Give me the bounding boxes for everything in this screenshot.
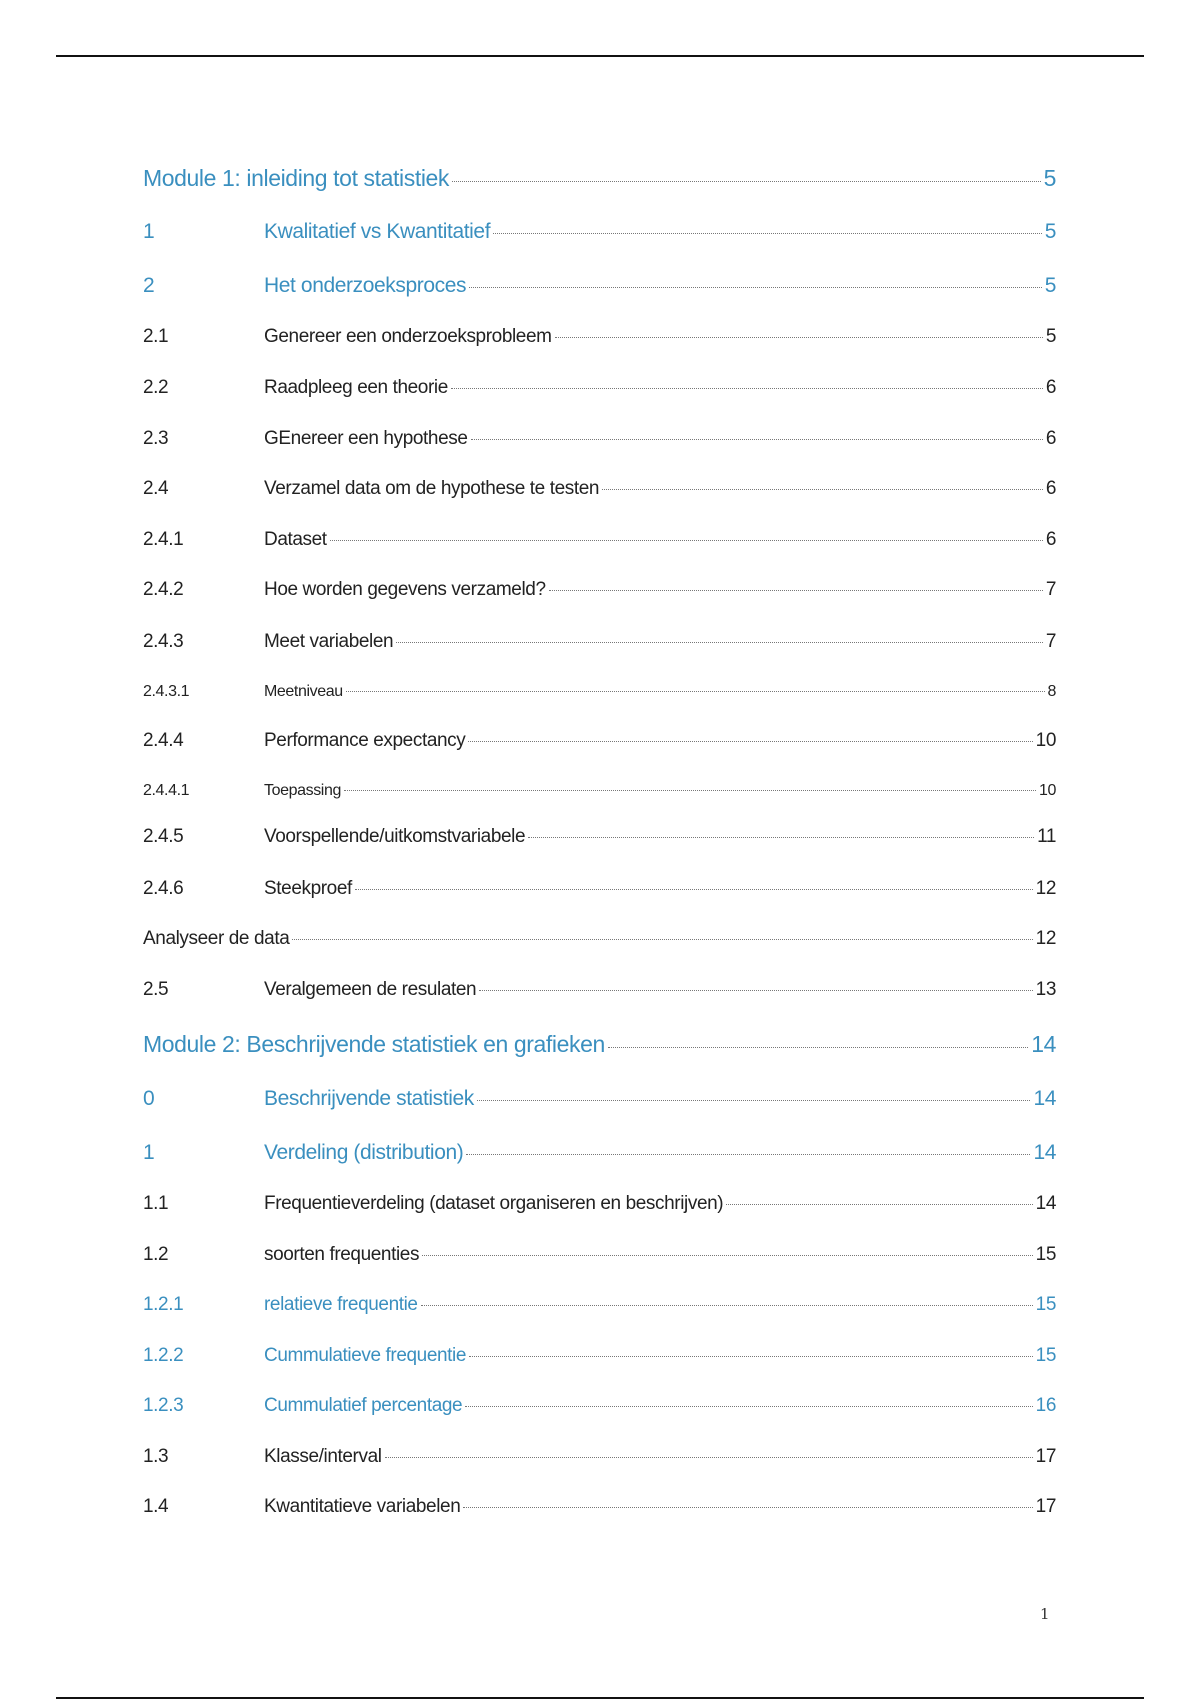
toc-entry-title: Voorspellende/uitkomstvariabele [264,826,526,847]
toc-entry-page: 17 [1035,1496,1056,1517]
dot-leader [549,590,1043,591]
toc-entry-page: 10 [1035,730,1056,751]
toc-entry-title: relatieve frequentie [264,1294,418,1315]
toc-entry-number: 2.4 [143,478,169,499]
toc-entry-page: 16 [1035,1395,1056,1416]
toc-entry-module-2[interactable] [143,1031,1056,1058]
toc-entry[interactable] [143,478,1056,500]
toc-entry-title: Analyseer de data [143,928,290,949]
dot-leader [421,1305,1033,1306]
toc-entry[interactable] [143,579,1056,601]
toc-entry-page: 6 [1045,377,1056,398]
toc-entry[interactable] [143,326,1056,348]
toc-entry[interactable] [143,826,1056,848]
toc-entry-number: 0 [143,1087,155,1110]
toc-entry-page: 5 [1044,220,1056,243]
toc-entry-page: 15 [1035,1294,1056,1315]
toc-entry-number: 1.4 [143,1496,169,1517]
toc-entry[interactable] [143,1496,1056,1518]
toc-entry-title: Module 2: Beschrijvende statistiek en grafieken [143,1031,605,1057]
toc-entry-number: 2.1 [143,326,169,347]
dot-leader [493,233,1042,234]
toc-entry-title: Hoe worden gegevens verzameld? [264,579,546,600]
toc-entry[interactable] [143,1446,1056,1468]
toc-entry-number: 2.5 [143,979,169,1000]
toc-entry[interactable] [143,631,1056,653]
dot-leader [608,1047,1028,1048]
toc-entry-number: 2.4.3.1 [143,683,190,700]
dot-leader [466,1154,1030,1155]
dot-leader [330,540,1043,541]
toc-entry-number: 2.4.4 [143,730,184,751]
dot-leader [602,489,1043,490]
dot-leader [451,388,1043,389]
toc-entry-title: Cummulatieve frequentie [264,1345,467,1366]
toc-entry-number: 2.4.5 [143,826,184,847]
toc-entry-title: Kwantitatieve variabelen [264,1496,461,1517]
toc-entry-title: Module 1: inleiding tot statistiek [143,165,450,191]
toc-entry-page: 14 [1031,1031,1056,1057]
dot-leader [465,1406,1032,1407]
toc-entry[interactable] [143,274,1056,298]
toc-entry[interactable] [143,1193,1056,1215]
toc-entry-page: 10 [1039,782,1056,799]
toc-entry-title: soorten frequenties [264,1244,420,1265]
toc-entry-page: 15 [1035,1244,1056,1265]
toc-entry[interactable] [143,1087,1056,1111]
toc-entry-number: 2.4.3 [143,631,184,652]
toc-entry-page: 5 [1044,274,1056,297]
toc-entry-title: Genereer een onderzoeksprobleem [264,326,552,347]
toc-entry-page: 8 [1047,683,1056,700]
toc-entry-title: Meetniveau [264,683,343,700]
toc-entry-page: 14 [1033,1087,1056,1110]
dot-leader [355,889,1033,890]
header-rule [56,55,1144,57]
toc-entry-page: 6 [1045,529,1056,550]
toc-entry-page: 5 [1045,326,1056,347]
toc-entry-number: 1.2 [143,1244,169,1265]
toc-entry[interactable] [143,1294,1056,1316]
toc-entry-title: Meet variabelen [264,631,394,652]
toc-entry-page: 11 [1037,826,1056,847]
toc-entry-number: 1.2.3 [143,1395,184,1416]
toc-entry-title: Verzamel data om de hypothese te testen [264,478,600,499]
toc-entry[interactable] [143,220,1056,244]
toc-entry[interactable] [143,529,1056,551]
toc-entry-page: 14 [1033,1141,1056,1164]
toc-entry-number: 2.2 [143,377,169,398]
dot-leader [422,1255,1033,1256]
toc-entry[interactable] [143,979,1056,1001]
toc-entry-title: Steekproef [264,878,352,899]
toc-entry-page: 6 [1045,428,1056,449]
toc-entry-title: Dataset [264,529,327,550]
dot-leader [528,837,1034,838]
toc-entry[interactable] [143,428,1056,450]
dot-leader [555,337,1043,338]
toc-entry-number: 2.4.2 [143,579,184,600]
toc-entry-number: 2.4.6 [143,878,184,899]
toc-entry-number: 1.3 [143,1446,169,1467]
toc-entry-number: 2.3 [143,428,169,449]
dot-leader [452,181,1041,182]
toc-entry-page: 7 [1045,631,1056,652]
toc-entry[interactable] [143,782,1056,800]
toc-entry-page: 12 [1035,928,1056,949]
toc-entry-number: 1.2.2 [143,1345,184,1366]
toc-entry[interactable] [143,1395,1056,1417]
toc-entry[interactable] [143,928,1056,950]
footer-rule [56,1697,1144,1699]
toc-entry-number: 2.4.4.1 [143,782,190,799]
dot-leader [469,287,1042,288]
dot-leader [385,1457,1033,1458]
toc-entry[interactable] [143,1244,1056,1266]
toc-entry-page: 15 [1035,1345,1056,1366]
toc-entry-title: Kwalitatief vs Kwantitatief [264,220,491,243]
dot-leader [479,990,1032,991]
toc-entry-title: Raadpleeg een theorie [264,377,448,398]
dot-leader [292,939,1032,940]
toc-entry-title: Cummulatief percentage [264,1395,463,1416]
toc-entry[interactable] [143,683,1056,701]
toc-entry-number: 2.4.1 [143,529,184,550]
dot-leader [469,1356,1033,1357]
toc-entry-title: GEnereer een hypothese [264,428,468,449]
dot-leader [471,439,1043,440]
dot-leader [463,1507,1032,1508]
toc-entry-title: Verdeling (distribution) [264,1141,464,1164]
toc-entry[interactable] [143,878,1056,900]
toc-entry[interactable] [143,1345,1056,1367]
toc-entry-title: Performance expectancy [264,730,466,751]
toc-entry-title: Het onderzoeksproces [264,274,467,297]
toc-entry[interactable] [143,1141,1056,1165]
toc-entry-number: 2 [143,274,155,297]
page-number: 1 [1040,1605,1050,1623]
dot-leader [726,1204,1032,1205]
toc-entry-page: 13 [1035,979,1056,1000]
dot-leader [346,691,1045,692]
toc-entry-title: Frequentieverdeling (dataset organiseren en beschrijven) [264,1193,724,1214]
dot-leader [396,642,1043,643]
toc-entry-module-1[interactable] [143,165,1056,192]
toc-entry-title: Beschrijvende statistiek [264,1087,474,1110]
toc-entry-number: 1.2.1 [143,1294,184,1315]
toc-entry-title: Klasse/interval [264,1446,382,1467]
toc-entry-page: 17 [1035,1446,1056,1467]
toc-entry[interactable] [143,730,1056,752]
toc-entry-page: 5 [1043,165,1056,191]
toc-entry[interactable] [143,377,1056,399]
toc-entry-page: 7 [1045,579,1056,600]
toc-entry-number: 1 [143,1141,155,1164]
toc-entry-number: 1.1 [143,1193,169,1214]
dot-leader [344,790,1036,791]
toc-entry-title: Toepassing [264,782,341,799]
toc-entry-number: 1 [143,220,155,243]
toc-entry-page: 6 [1045,478,1056,499]
dot-leader [477,1100,1031,1101]
toc-entry-page: 14 [1035,1193,1056,1214]
toc-entry-page: 12 [1035,878,1056,899]
toc-entry-title: Veralgemeen de resulaten [264,979,477,1000]
dot-leader [468,741,1032,742]
